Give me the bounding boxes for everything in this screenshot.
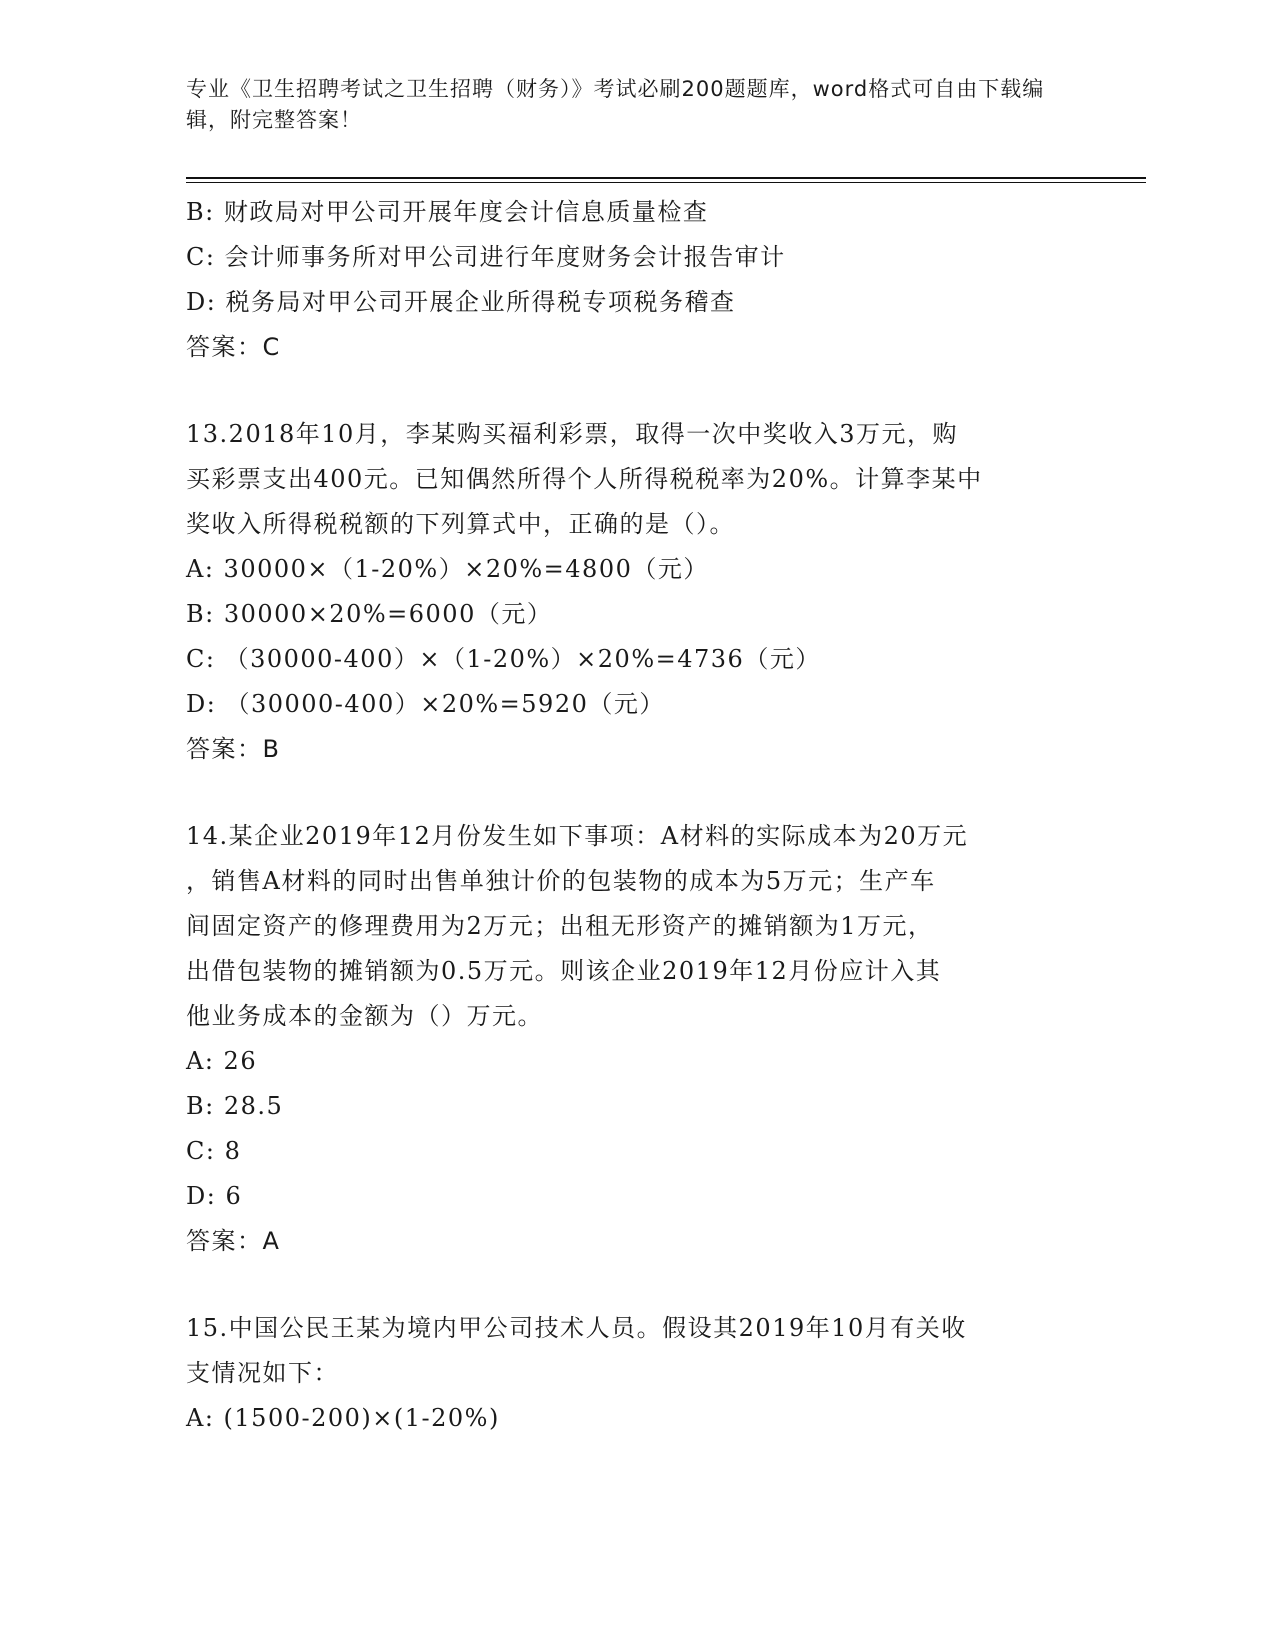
option-a: A: (1500-200)×(1-20%) — [186, 1404, 500, 1432]
question-stem: 13.2018年10月，李某购买福利彩票，取得一次中奖收入3万元，购 — [186, 420, 959, 448]
option-c: C: （30000-400）×（1-20%）×20%=4736（元） — [186, 645, 821, 673]
question-stem: 支情况如下： — [186, 1359, 339, 1387]
option-d: D: 税务局对甲公司开展企业所得税专项税务稽查 — [186, 288, 736, 316]
question-15 — [186, 1306, 1086, 1441]
question-stem: 买彩票支出400元。已知偶然所得个人所得税税率为20%。计算李某中 — [186, 465, 983, 493]
option-d: D: （30000-400）×20%=5920（元） — [186, 690, 665, 718]
question-stem: 间固定资产的修理费用为2万元；出租无形资产的摊销额为1万元， — [186, 912, 934, 940]
answer-line: 答案：B — [186, 735, 281, 763]
question-14 — [186, 814, 1086, 1264]
option-b: B: 财政局对甲公司开展年度会计信息质量检查 — [186, 198, 709, 226]
answer-line: 答案：A — [186, 1227, 281, 1255]
option-a: A: 30000×（1-20%）×20%=4800（元） — [186, 555, 709, 583]
page-header — [186, 74, 1066, 136]
option-a: A: 26 — [186, 1047, 258, 1075]
header-divider — [186, 177, 1146, 179]
question-stem: 14.某企业2019年12月份发生如下事项：A材料的实际成本为20万元 — [186, 822, 969, 850]
option-c: C: 8 — [186, 1137, 242, 1165]
option-c: C: 会计师事务所对甲公司进行年度财务会计报告审计 — [186, 243, 786, 271]
question-13 — [186, 412, 1086, 772]
header-divider-thin — [186, 182, 1146, 183]
question-12-continued — [186, 190, 1086, 370]
option-b: B: 30000×20%=6000（元） — [186, 600, 553, 628]
option-b: B: 28.5 — [186, 1092, 284, 1120]
question-stem: 15.中国公民王某为境内甲公司技术人员。假设其2019年10月有关收 — [186, 1314, 967, 1342]
document-title: 专业《卫生招聘考试之卫生招聘（财务）》考试必刷200题题库，word格式可自由下载编辑，附完整答案！ — [186, 77, 1045, 132]
question-stem: 奖收入所得税税额的下列算式中，正确的是（）。 — [186, 510, 735, 538]
question-stem: 出借包装物的摊销额为0.5万元。则该企业2019年12月份应计入其 — [186, 957, 942, 985]
option-d: D: 6 — [186, 1182, 243, 1210]
question-stem: 他业务成本的金额为（）万元。 — [186, 1002, 543, 1030]
question-content — [186, 190, 1086, 1441]
answer-line: 答案：C — [186, 333, 281, 361]
question-stem: ，销售A材料的同时出售单独计价的包装物的成本为5万元；生产车 — [186, 867, 936, 895]
